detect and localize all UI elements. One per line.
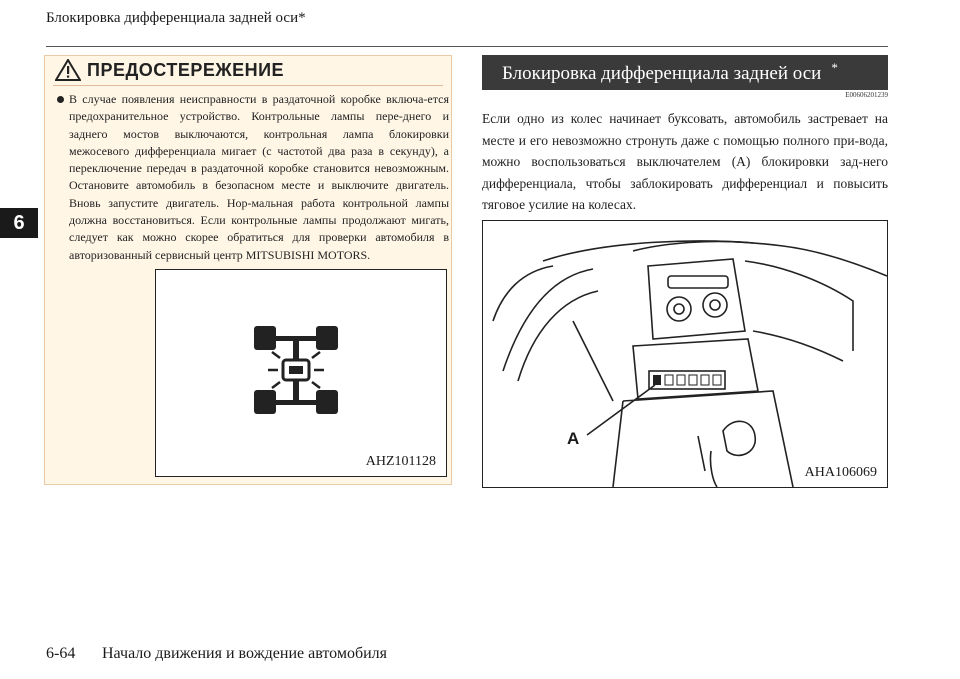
warning-box [44,55,452,485]
figure-code: AHZ101128 [365,454,436,469]
switch-callout: A [567,429,580,448]
warning-text: В случае появления неисправности в раздаточной коробке включа-ется предохранительное устройство. Контрольные лампы пере-днего и заднего мостов выключаются, контрольная лампа блокировки межосевого дифференциала мигает (с частотой два раза в секунду), а переключение передач в раздаточной коробке становится невозможным. Остановите автомобиль в безопасном месте и выключите двигатель. Вновь запустите двигатель. Нор-мальная работа контрольной лампы должна восстановиться. Если контрольные лампы продолжают мигать, следует как можно скорее обратиться для проверки автомобиля в авторизованный сервисный центр MITSUBISHI MOTORS. [69,92,449,262]
dashboard-figure [482,220,888,488]
warning-triangle-icon [55,59,81,81]
warning-label: ПРЕДОСТЕРЕЖЕНИЕ [87,59,285,80]
warning-divider [53,85,443,86]
dashboard-illustration [483,221,887,487]
footer-section-title: Начало движения и вождение автомобиля [102,645,388,662]
page-header-title: Блокировка дифференциала задней оси* [46,10,306,26]
page-number: 6-64 [46,645,76,662]
section-title: Блокировка дифференциала задней оси * [502,59,838,85]
reference-code: E00606201239 [845,91,888,99]
center-diff-lock-lamp-icon [250,314,350,424]
section-body: Если одно из колес начинает буксовать, автомобиль застревает на месте и его невозможно стронуть даже с помощью полного при-вода, можно воспользоваться выключателем (A) блокировки зад-него дифференциала, чтобы заблокировать дифференциал и повысить тяговое усилие на колесах. [482,111,888,213]
bullet-icon [57,96,64,103]
figure-code: AHA106069 [804,465,877,480]
section-title-bar [482,55,888,90]
warning-figure [155,269,447,477]
chapter-tab: 6 [0,208,38,238]
warning-header [45,56,451,84]
header-divider [46,46,888,47]
section-title-mark: * [831,59,838,75]
